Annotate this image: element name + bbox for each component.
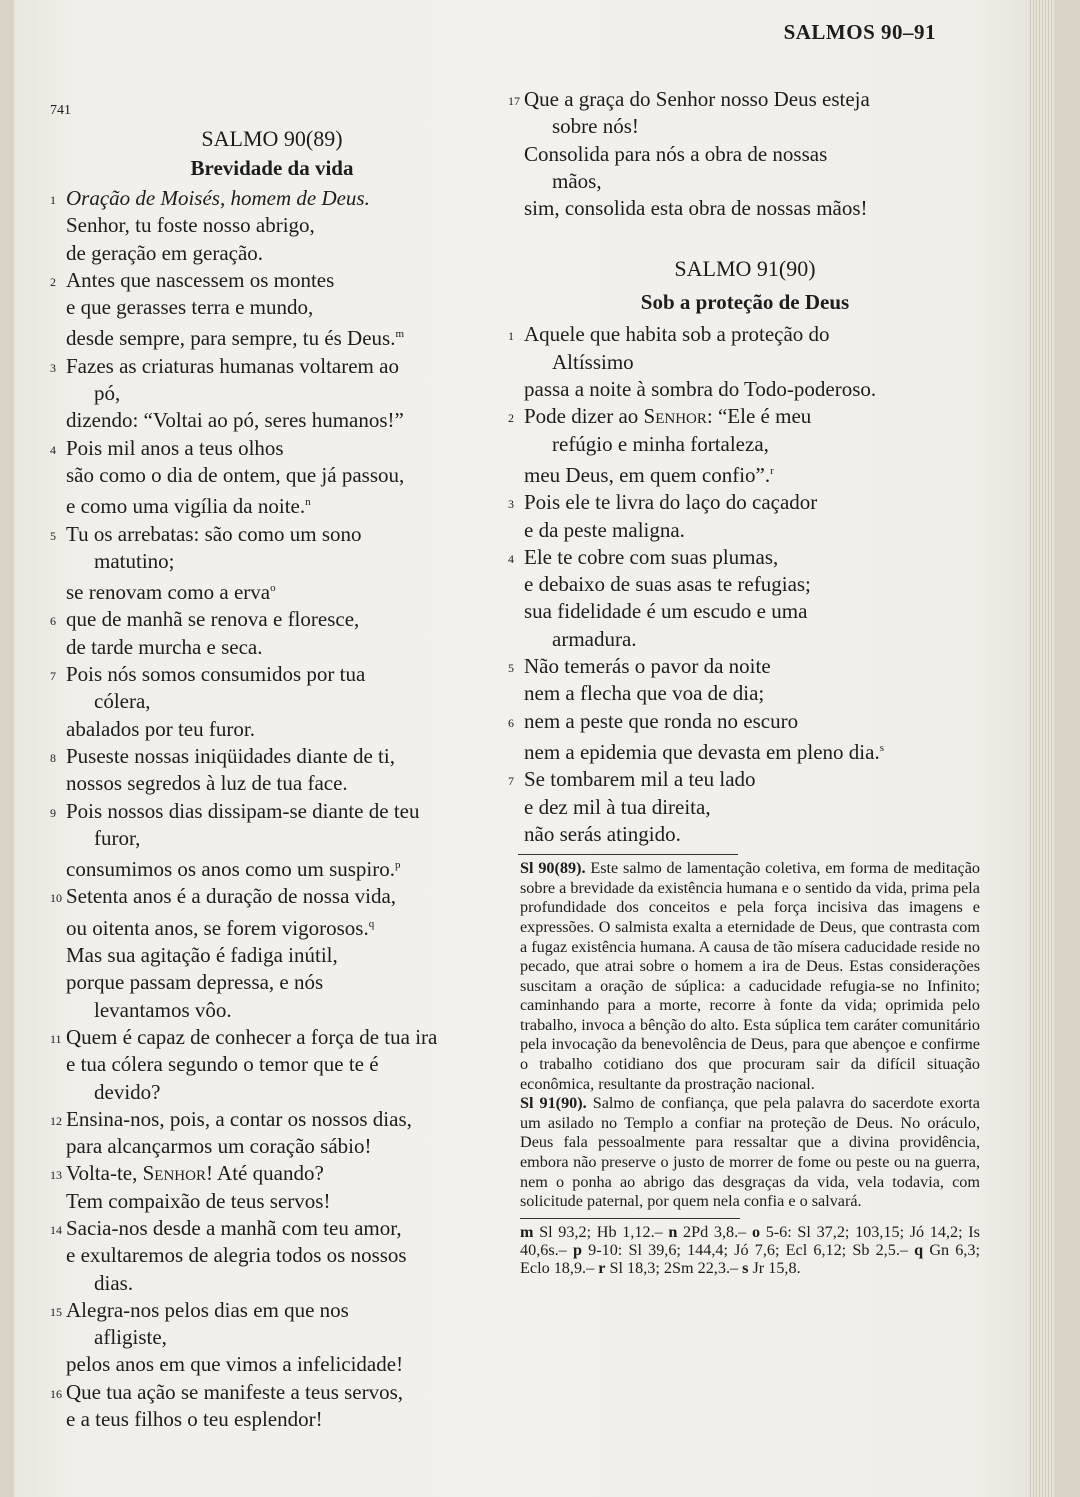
verse-number: 7	[50, 669, 56, 684]
verse-line	[510, 544, 980, 571]
reference-text: 9-10: Sl 39,6; 144,4; Jó 7,6; Ecl 6,12; Sb 2,5.–	[581, 1240, 915, 1259]
verse-text: de geração em geração.	[66, 240, 264, 265]
verse-number: 4	[50, 442, 56, 457]
verse-text: pelos anos em que vimos a infelicidade!	[66, 1352, 404, 1377]
reference-text: 2Pd 3,8.–	[677, 1222, 752, 1241]
footnote-marker: o	[270, 582, 276, 595]
verse-text: Alegra-nos pelos dias em que nos	[66, 1297, 349, 1322]
verse-text: e que gerasses terra e mundo,	[66, 295, 314, 320]
footnote-marker: m	[395, 328, 405, 341]
verse-line	[510, 458, 980, 489]
verse-line	[52, 743, 492, 770]
verse-line	[52, 911, 492, 942]
verse-number: 11	[50, 1031, 62, 1046]
footnote-marker: s	[879, 741, 884, 754]
verse-number: 8	[50, 750, 56, 765]
note-psalm-90: Sl 90(89). Este salmo de lamentação coletiva, em forma de meditação sobre a brevidade da existência humana e o sentido da vida, prima pela profundidade dos conceitos e pela força incisiva das imagens e expressões. O salmista exalta a eternidade de Deus, que contrasta com a fugaz existência humana. A causa de tão mísera caducidade reside no pecado, que atrai sobre o homem a ira de Deus. Estas considerações suscitam a oração de súplica: a caducidade refugia-se no Infinito; caminhando para a morte, recorre à fonte da vida; oprimida pelo trabalho, invoca a bênção do alto. Esta súplica tem caráter comunitário pela invocação da benevolência de Deus, para que abençoe e confirme o trabalho cotidiano dos que procuram sair da difícil situação econômica, resultante da prostração nacional.	[520, 859, 980, 1093]
verse-line	[52, 883, 492, 910]
verse-text: Mas sua agitação é fadiga inútil,	[66, 943, 338, 968]
verse-number: 17	[508, 94, 520, 108]
verse-number: 16	[50, 1386, 62, 1401]
reference-text: 5-6: Sl 37,2; 103,15; Jó 14,2; Is 40,6s.–	[520, 1222, 980, 1259]
verse-line	[52, 1106, 492, 1133]
verse-number: 7	[508, 774, 514, 789]
verse-text: afligiste,	[94, 1325, 167, 1350]
footnote-marker: p	[395, 859, 401, 872]
verse-line	[510, 86, 980, 113]
verse-line	[510, 195, 980, 222]
verse-line	[52, 825, 492, 852]
verse-line	[52, 969, 492, 996]
reference-letter: m	[520, 1222, 534, 1241]
verse-text: são como o dia de ontem, que já passou,	[66, 462, 405, 487]
verse-line	[52, 661, 492, 688]
verse-number: 1	[508, 329, 514, 344]
verse-line	[510, 517, 980, 544]
reference-letter: s	[742, 1258, 749, 1277]
verse-text: de tarde murcha e seca.	[66, 634, 263, 659]
verse-text: se renovam como a erva	[66, 580, 271, 605]
verse-text: refúgio e minha fortaleza,	[552, 431, 769, 456]
verse-text: levantamos vôo.	[94, 997, 232, 1022]
verse-line	[510, 794, 980, 821]
footnote-marker: n	[305, 496, 311, 509]
verse-line	[52, 462, 492, 489]
verse-line	[510, 403, 980, 430]
verse-text: e a teus filhos o teu esplendor!	[66, 1407, 323, 1432]
reference-text: Sl 18,3; 2Sm 22,3.–	[605, 1258, 743, 1277]
verse-line	[510, 571, 980, 598]
reference-text: Gn 6,3; Eclo 18,9.–	[520, 1240, 980, 1277]
commentary-notes	[510, 859, 980, 1212]
verse-line	[52, 798, 492, 825]
verse-text: Altíssimo	[552, 349, 634, 374]
verse-number: 1	[50, 193, 56, 207]
verse-line	[52, 1215, 492, 1242]
reference-letter: o	[751, 1222, 761, 1241]
verse-text: Pois nossos dias dissipam-se diante de teu	[66, 798, 420, 823]
verse-text: Sacia-nos desde a manhã com teu amor,	[66, 1215, 402, 1240]
verse-text: cólera,	[94, 689, 151, 714]
verse-text: nossos segredos à luz de tua face.	[66, 771, 348, 796]
verse-text: sua fidelidade é um escudo e uma	[524, 599, 808, 624]
verse-line	[52, 575, 492, 606]
note-psalm-91: Sl 91(90). Salmo de confiança, que pela palavra do sacerdote exorta um asilado no Templo a confiar na proteção de Deus. No oráculo, Deus fala pessoalmente para ressaltar que a divina providência, embora não preserve o justo de morrer de fome ou peste ou na guerra, nem o ponha ao abrigo das desgraças da vida, vela todavia, com solicitude paternal, por quem nela confia e o salvará.	[520, 1094, 980, 1211]
verse-text: Setenta anos é a duração de nossa vida,	[66, 884, 397, 909]
verse-line	[52, 212, 492, 239]
verse-line	[52, 1133, 492, 1160]
verse-line	[510, 349, 980, 376]
reference-text: Sl 93,2; Hb 1,12.–	[533, 1222, 669, 1241]
verse-line	[52, 1351, 492, 1378]
verse-line	[52, 716, 492, 743]
verse-line	[52, 1406, 492, 1433]
verse-text: Tem compaixão de teus servos!	[66, 1188, 331, 1213]
verse-line	[510, 113, 980, 140]
verse-text: e tua cólera segundo o temor que te é	[66, 1052, 379, 1077]
verse-number: 2	[508, 411, 514, 426]
verse-text: Consolida para nós a obra de nossas	[524, 141, 828, 166]
verse-number: 5	[50, 528, 56, 543]
verse-number: 9	[50, 805, 56, 820]
psalm-90-subtitle: Brevidade da vida	[190, 156, 354, 180]
verse-text: Pois ele te livra do laço do caçador	[524, 490, 818, 515]
page-number: 741	[50, 103, 71, 118]
verse-text: sim, consolida esta obra de nossas mãos!	[524, 196, 868, 221]
verse-text: consumimos os anos como um suspiro.	[66, 857, 395, 882]
verse-text: Se tombarem mil a teu lado	[524, 767, 756, 792]
reference-letter: n	[668, 1222, 678, 1241]
verse-line	[510, 680, 980, 707]
verse-number: 6	[508, 715, 514, 730]
left-column	[52, 126, 492, 1433]
verse-text: Não temerás o pavor da noite	[524, 654, 771, 679]
reference-text: Jr 15,8.	[748, 1258, 801, 1277]
verse-number: 13	[50, 1168, 62, 1183]
verse-text: Quem é capaz de conhecer a força de tua ira	[66, 1024, 438, 1049]
verse-text: meu Deus, em quem confio”.	[524, 462, 771, 487]
footnote-marker: q	[368, 917, 375, 930]
verse-line	[510, 321, 980, 348]
verse-text: dizendo: “Voltai ao pó, seres humanos!”	[66, 408, 404, 433]
verse-line	[52, 489, 492, 520]
verse-text: Pois mil anos a teus olhos	[66, 435, 284, 460]
verse-line	[52, 407, 492, 434]
verse-text: matutino;	[94, 548, 175, 573]
reference-letter: r	[598, 1258, 606, 1277]
verse-line	[510, 626, 980, 653]
verse-text: pó,	[94, 381, 121, 406]
verse-text: ou oitenta anos, se forem vigorosos.	[66, 915, 369, 940]
references-rule	[520, 1218, 740, 1219]
verse-line	[52, 1051, 492, 1078]
verse-line	[52, 1188, 492, 1215]
verse-text: e exultaremos de alegria todos os nossos	[66, 1243, 407, 1268]
verse-number: 5	[508, 661, 514, 676]
verse-number: 6	[50, 614, 56, 629]
psalm-91-subtitle: Sob a proteção de Deus	[640, 290, 850, 315]
verse-line	[52, 997, 492, 1024]
cross-references	[510, 1223, 980, 1277]
verse-text: nem a epidemia que devasta em pleno dia.	[524, 739, 880, 764]
verse-text: que de manhã se renova e floresce,	[66, 607, 360, 632]
verse-text: nem a peste que ronda no escuro	[524, 708, 799, 733]
verse-text: dias.	[94, 1270, 134, 1295]
verse-line	[52, 942, 492, 969]
verse-text: e dez mil à tua direita,	[524, 794, 711, 819]
verse-text: não serás atingido.	[524, 821, 681, 846]
verse-text: Puseste nossas iniqüidades diante de ti,	[66, 743, 395, 768]
verse-text: devido?	[94, 1079, 161, 1104]
psalm-90-continuation	[510, 86, 980, 222]
verse-line	[52, 1242, 492, 1269]
verse-text: Que a graça do Senhor nosso Deus esteja	[524, 87, 870, 111]
verse-number: 15	[50, 1304, 62, 1319]
verse-line	[52, 240, 492, 267]
footnote-marker: r	[770, 464, 774, 477]
psalm-90-superscription: 1 Oração de Moisés, homem de Deus.	[52, 185, 492, 212]
verse-text: Antes que nascessem os montes	[66, 267, 335, 292]
verse-text: nem a flecha que voa de dia;	[524, 681, 765, 706]
verse-text: Senhor, tu foste nosso abrigo,	[66, 213, 315, 238]
verse-line	[52, 435, 492, 462]
verse-text: Ele te cobre com suas plumas,	[524, 544, 779, 569]
verse-line	[510, 431, 980, 458]
verse-line	[52, 294, 492, 321]
verse-line	[52, 1297, 492, 1324]
verse-line	[510, 489, 980, 516]
psalm-90-title: SALMO 90(89)	[201, 126, 343, 151]
verse-line	[52, 1079, 492, 1106]
verse-line	[510, 735, 980, 766]
verse-number: 10	[50, 891, 62, 906]
verse-text: Ensina-nos, pois, a contar os nossos dias,	[66, 1106, 412, 1131]
verse-line	[52, 267, 492, 294]
verse-line	[510, 821, 980, 848]
verse-text: Aquele que habita sob a proteção do	[524, 322, 830, 347]
verse-number: 3	[50, 360, 56, 375]
verse-line	[52, 380, 492, 407]
verse-line	[510, 141, 980, 168]
book-page	[14, 0, 1054, 1497]
verse-text: abalados por teu furor.	[66, 716, 255, 741]
verse-text: e debaixo de suas asas te refugias;	[524, 572, 811, 597]
verse-line	[52, 1379, 492, 1406]
verse-text: mãos,	[552, 168, 602, 193]
verse-number: 2	[50, 274, 56, 289]
verse-number: 4	[508, 551, 514, 566]
verse-line	[52, 1324, 492, 1351]
verse-text: Pois nós somos consumidos por tua	[66, 662, 366, 687]
verse-text: sobre nós!	[552, 114, 639, 139]
psalm-91-title: SALMO 91(90)	[674, 256, 816, 282]
verse-line	[52, 852, 492, 883]
verse-line	[52, 521, 492, 548]
verse-line	[52, 548, 492, 575]
verse-text: Fazes as criaturas humanas voltarem ao	[66, 353, 399, 378]
psalm-90-verses	[52, 212, 492, 1433]
verse-text: Que tua ação se manifeste a teus servos,	[66, 1379, 404, 1404]
verse-line	[510, 708, 980, 735]
verse-text: para alcançarmos um coração sábio!	[66, 1134, 372, 1159]
verse-text: e da peste maligna.	[524, 517, 685, 542]
verse-line	[52, 1160, 492, 1187]
verse-line	[52, 770, 492, 797]
verse-line	[52, 321, 492, 352]
psalm-91-verses	[510, 321, 980, 848]
verse-line	[510, 376, 980, 403]
verse-line	[52, 634, 492, 661]
page-edges	[1028, 0, 1054, 1497]
verse-text: e como uma vigília da noite.	[66, 494, 306, 519]
verse-line	[510, 653, 980, 680]
reference-letter: q	[914, 1240, 924, 1259]
verse-line	[510, 598, 980, 625]
verse-text: armadura.	[552, 626, 637, 651]
verse-line	[510, 766, 980, 793]
verse-text: furor,	[94, 825, 141, 850]
verse-line	[52, 606, 492, 633]
verse-text: desde sempre, para sempre, tu és Deus.	[66, 326, 396, 351]
verse-line	[52, 353, 492, 380]
verse-number: 12	[50, 1113, 62, 1128]
verse-line	[52, 688, 492, 715]
running-head: SALMOS 90–91	[783, 20, 936, 44]
verse-line	[52, 1270, 492, 1297]
verse-text: Volta-te, Senhor! Até quando?	[66, 1161, 324, 1186]
reference-letter: p	[572, 1240, 582, 1259]
footnote-rule	[518, 854, 738, 855]
verse-line	[52, 1024, 492, 1051]
verse-text: passa a noite à sombra do Todo-poderoso.	[524, 377, 877, 402]
verse-number: 3	[508, 497, 514, 512]
verse-text: Tu os arrebatas: são como um sono	[66, 521, 362, 546]
right-column	[510, 86, 980, 1277]
verse-number: 14	[50, 1222, 62, 1237]
verse-text: porque passam depressa, e nós	[66, 970, 324, 995]
verse-line	[510, 168, 980, 195]
verse-text: Pode dizer ao Senhor: “Ele é meu	[524, 404, 812, 429]
